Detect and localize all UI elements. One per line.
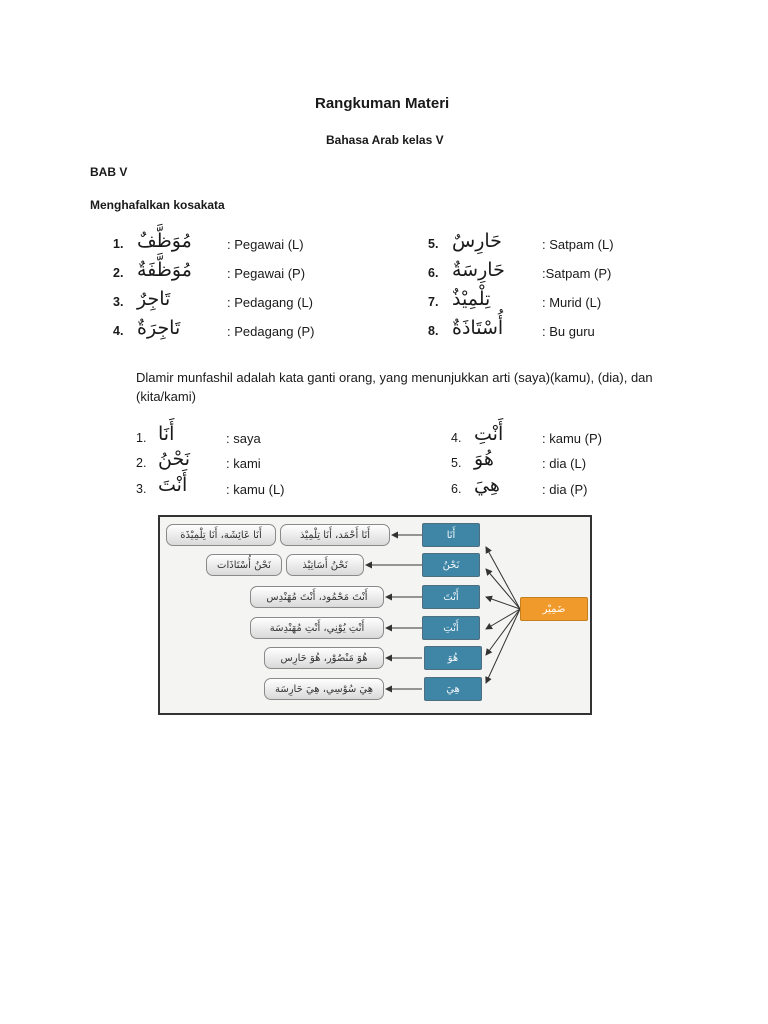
pronoun-number: 2. [136,456,147,470]
page-title: Rangkuman Materi [315,95,450,112]
example-sentence: نَحْنُ أُسْتَاذَات [206,554,282,576]
vocab-number: 4. [113,324,124,338]
pronoun-meaning: : dia (P) [542,482,588,497]
pronoun-box: هُوَ [424,646,482,670]
vocab-arabic: مُوَظَّفٌ [137,230,192,252]
pronoun-arabic: هُوَ [474,448,494,470]
dlamir-center-box: ضَمِيْر [520,597,588,621]
vocab-meaning: : Pegawai (L) [227,237,304,252]
pronoun-arabic: أَنْتَ [158,474,188,496]
vocab-meaning: :Satpam (P) [542,266,612,281]
example-sentence: هُوَ مَنْصُوْر، هُوَ حَارِس [264,647,384,669]
example-sentence: هِيَ سُوْسِي، هِيَ حَارِسَة [264,678,384,700]
vocab-arabic: تِلْمِيْذٌ [452,288,491,310]
pronoun-arabic: نَحْنُ [158,448,191,470]
example-sentence: نَحْنُ أَسَاتِيْذ [286,554,364,576]
vocab-arabic: حَارِسَةٌ [452,259,505,281]
pronoun-number: 3. [136,482,147,496]
vocab-meaning: : Pedagang (P) [227,324,315,339]
pronoun-arabic: أَنْتِ [474,423,504,445]
pronoun-diagram [158,515,592,715]
vocab-number: 3. [113,295,124,309]
example-sentence: أَنْتَ مَحْمُود، أَنْتَ مُهَنْدِس [250,586,384,608]
example-sentence: أَنَا أَحْمَد، أَنَا تِلْمِيْذ [280,524,390,546]
vocab-number: 2. [113,266,124,280]
pronoun-number: 5. [451,456,462,470]
dlamir-paragraph: Dlamir munfashil adalah kata ganti orang, yang menunjukkan arti (saya)(kamu), (dia), dan (kita/kami) [136,370,653,404]
vocab-arabic: تَاجِرَةٌ [137,317,181,339]
vocab-arabic: مُوَظَّفَةٌ [137,259,192,281]
vocab-meaning: : Pegawai (P) [227,266,306,281]
vocab-number: 7. [428,295,439,309]
pronoun-meaning: : kamu (L) [226,482,285,497]
pronoun-box: أَنْتَ [422,585,480,609]
pronoun-arabic: هِيَ [474,474,500,496]
vocab-arabic: تَاجِرٌ [137,288,171,310]
vocab-meaning: : Satpam (L) [542,237,614,252]
section-heading: Menghafalkan kosakata [90,198,225,212]
pronoun-number: 4. [451,431,462,445]
example-sentence: أَنَا عَائِشَة، أَنَا تِلْمِيْذَة [166,524,276,546]
vocab-arabic: حَارِسٌ [452,230,502,252]
chapter-heading: BAB V [90,165,128,179]
vocab-number: 5. [428,237,439,251]
pronoun-box: هِيَ [424,677,482,701]
pronoun-meaning: : dia (L) [542,456,587,471]
pronoun-meaning: : kami [226,456,261,471]
vocab-meaning: : Pedagang (L) [227,295,314,310]
example-sentence: أَنْتِ يُوْنِي، أَنْتِ مُهَنْدِسَة [250,617,384,639]
pronoun-box: أَنَا [422,523,480,547]
pronoun-number: 6. [451,482,462,496]
pronoun-number: 1. [136,431,147,445]
vocab-arabic: أُسْتَاذَةٌ [452,317,504,339]
pronoun-box: نَحْنُ [422,553,480,577]
vocab-number: 6. [428,266,439,280]
pronoun-arabic: أَنَا [158,423,175,445]
page-subtitle: Bahasa Arab kelas V [326,133,444,147]
vocab-number: 8. [428,324,439,338]
pronoun-meaning: : kamu (P) [542,431,602,446]
pronoun-meaning: : saya [226,431,261,446]
vocab-meaning: : Murid (L) [542,295,602,310]
vocab-meaning: : Bu guru [542,324,595,339]
pronoun-box: أَنْتِ [422,616,480,640]
vocab-number: 1. [113,237,124,251]
